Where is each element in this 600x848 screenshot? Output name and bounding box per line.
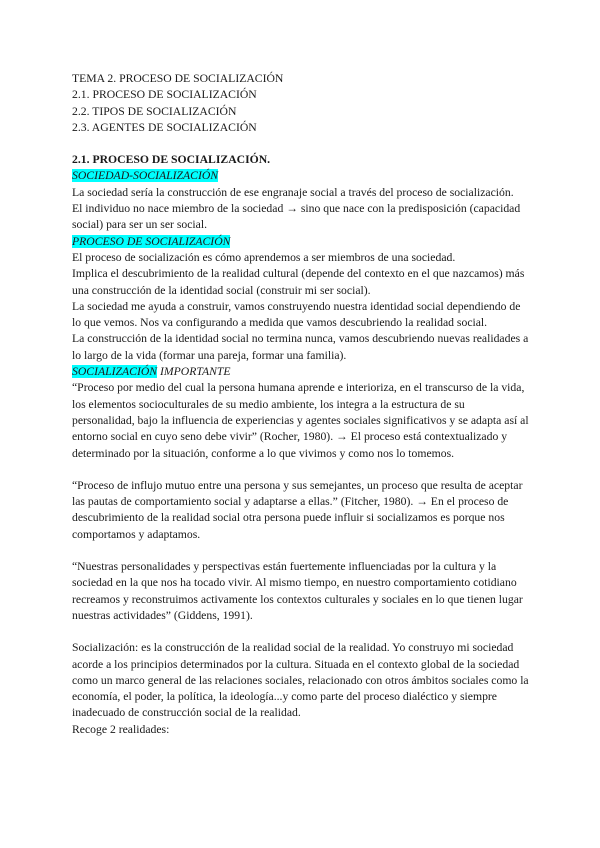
paragraph: Implica el descubrimiento de la realidad cultural (depende del contexto en el que nazcamos) más una construcción de la identidad social (construir mi ser social).: [72, 267, 525, 297]
paragraph: Recoge 2 realidades:: [72, 722, 170, 736]
toc-item: 2.2. TIPOS DE SOCIALIZACIÓN: [72, 104, 237, 118]
paragraph: La construcción de la identidad social no termina nunca, vamos descubriendo nuevas realidades a lo largo de la vida (formar una pareja, formar una familia).: [72, 332, 529, 362]
quote-fitcher: “Proceso de influjo mutuo entre una persona y sus semejantes, un proceso que resulta de aceptar las pautas de comportamiento social y adaptarse a ellas.” (Fitcher, 1980). → En el proceso de descubrimiento de la realidad social otra persona puede influir si socializamos es porque nos comportamos y adaptamos.: [72, 478, 523, 541]
paragraph: El proceso de socialización es cómo aprendemos a ser miembros de una sociedad.: [72, 250, 456, 264]
subheading-socializacion: [72, 364, 530, 380]
subheading-sociedad: [72, 168, 530, 184]
highlighted-heading: SOCIEDAD-SOCIALIZACIÓN: [72, 169, 219, 183]
toc-item: TEMA 2. PROCESO DE SOCIALIZACIÓN: [72, 72, 284, 85]
quote-rocher: “Proceso por medio del cual la persona humana aprende e interioriza, en el transcurso de la vida, los elementos socioculturales de su medio ambiente, los integra a la estructura de su personalidad, bajo la influencia de experiencias y agentes sociales significativos y se adapta así al entorno social en cuyo seno debe vivir” (Rocher, 1980). → El proceso está contextualizado y determinado por la situación, conforme a lo que vivimos y como nos lo tomemos.: [72, 381, 529, 460]
highlighted-heading: PROCESO DE SOCIALIZACIÓN: [72, 234, 231, 248]
paragraph: La sociedad me ayuda a construir, vamos construyendo nuestra identidad social dependiendo de lo que vemos. Nos va configurando a medida que vamos descubriendo la realidad social.: [72, 299, 521, 330]
paragraph: El individuo no nace miembro de la sociedad → sino que nace con la predisposición (capacidad social) para ser un ser social.: [72, 202, 521, 232]
document-content: [72, 71, 530, 738]
toc-item: 2.3. AGENTES DE SOCIALIZACIÓN: [72, 120, 257, 134]
paragraph-definition: Socialización: es la construcción de la realidad social de la realidad. Yo construyo mi sociedad acorde a los principios determinados por la cultura. Situada en el contexto global de la sociedad como un marco general de las relaciones sociales, relacionado con otros ámbitos sociales como la economía, el poder, la política, la ideología...y como parte del proceso dialéctico y siempre inadecuado de construcción social de la realidad.: [72, 641, 529, 720]
section-title: 2.1. PROCESO DE SOCIALIZACIÓN.: [72, 153, 271, 167]
important-label: IMPORTANTE: [157, 365, 231, 379]
table-of-contents: [72, 71, 530, 136]
toc-item: 2.1. PROCESO DE SOCIALIZACIÓN: [72, 88, 257, 102]
highlighted-heading: SOCIALIZACIÓN: [72, 365, 158, 379]
paragraph: La sociedad sería la construcción de ese engranaje social a través del proceso de socialización.: [72, 185, 514, 199]
subheading-proceso: [72, 234, 530, 250]
quote-giddens: “Nuestras personalidades y perspectivas están fuertemente influenciadas por la cultura y la sociedad en la que nos ha tocado vivir. Al mismo tiempo, en nuestro comportamiento cotidiano recreamos y reconstruimos activamente los contextos culturales y sociales en lo que tienen lugar nuestras actividades” (Giddens, 1991).: [72, 560, 523, 622]
